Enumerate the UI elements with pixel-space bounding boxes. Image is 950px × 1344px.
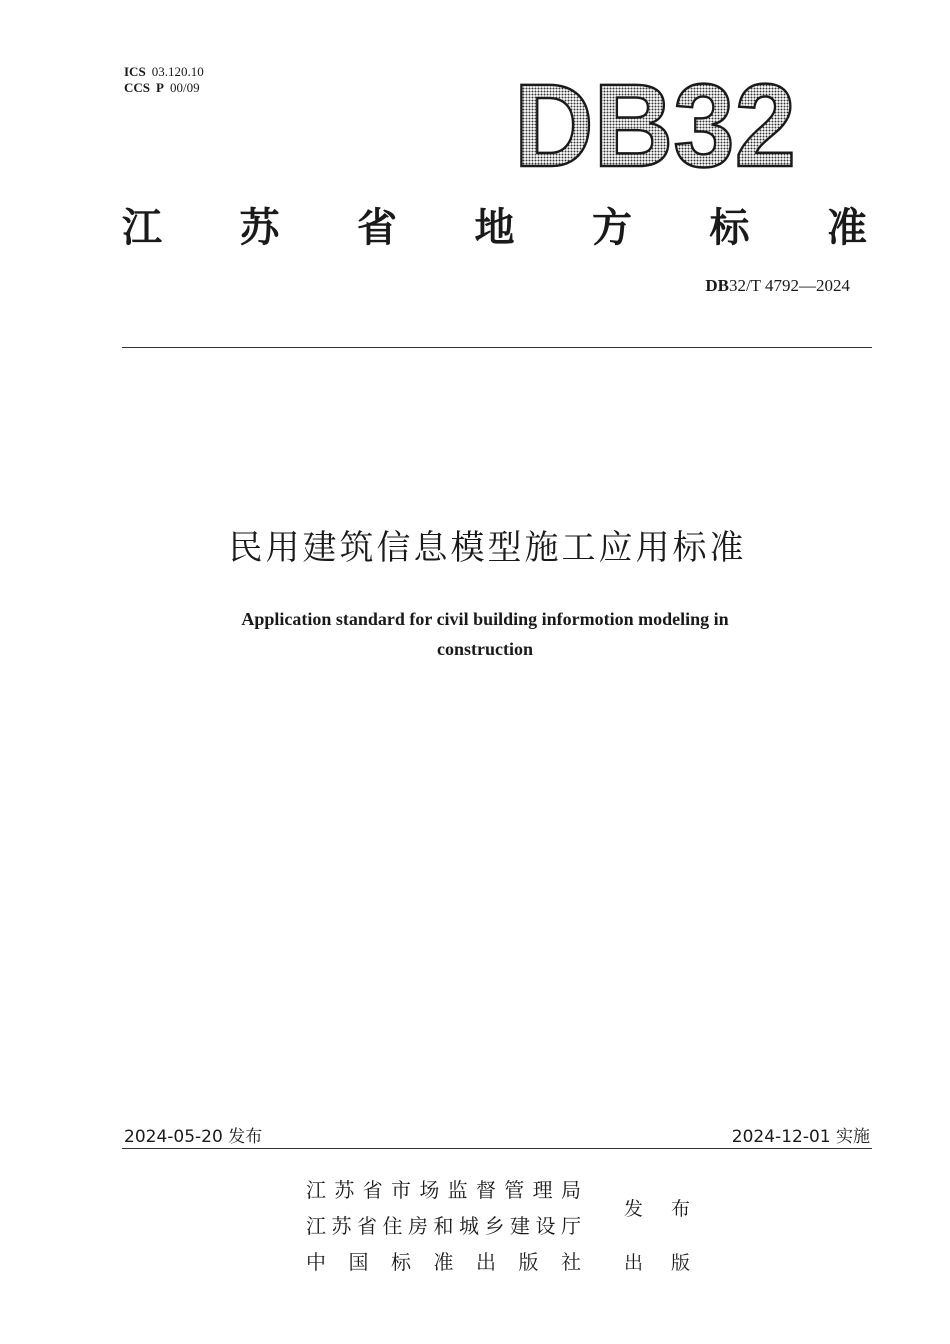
document-title-chinese: 民用建筑信息模型施工应用标准 [228, 528, 747, 568]
glyph: 理 [532, 1178, 553, 1202]
glyph: 版 [670, 1252, 690, 1274]
glyph: 市 [390, 1178, 411, 1202]
glyph: 和 [433, 1214, 454, 1238]
publisher-standards-press [306, 1246, 581, 1276]
implement-date: 2024-12-01 实施 [731, 1127, 870, 1147]
db32-logo [510, 66, 800, 172]
glyph: 出 [476, 1250, 496, 1274]
province-title [122, 196, 867, 252]
standard-number: DB32/T 4792—2024 [705, 276, 850, 295]
glyph: 督 [475, 1178, 496, 1202]
glyph: 出 [624, 1252, 644, 1274]
glyph: 住 [382, 1214, 403, 1238]
bottom-divider [122, 1148, 872, 1149]
document-title-english [160, 604, 810, 664]
glyph: 场 [419, 1178, 440, 1202]
glyph: 布 [670, 1198, 690, 1220]
glyph: 版 [518, 1250, 539, 1274]
glyph: 厅 [561, 1214, 581, 1238]
glyph: 江 [306, 1178, 326, 1202]
print-role [624, 1248, 690, 1275]
glyph: 中 [306, 1250, 326, 1274]
glyph: 准 [433, 1250, 454, 1274]
english-title-line-2: construction [437, 639, 533, 659]
classification-codes [124, 64, 204, 96]
glyph: 准 [827, 204, 867, 251]
glyph: 城 [459, 1214, 479, 1238]
glyph: 国 [348, 1250, 369, 1274]
glyph: 地 [474, 204, 515, 251]
glyph: 标 [391, 1250, 411, 1274]
issue-date: 2024-05-20 发布 [124, 1127, 263, 1147]
glyph: 省 [362, 1178, 383, 1202]
glyph: 省 [357, 204, 397, 251]
glyph: 建 [510, 1214, 530, 1238]
glyph: 局 [560, 1178, 581, 1202]
glyph: 江 [122, 204, 162, 251]
english-title-line-1: Application standard for civil building informotion modeling in [241, 609, 729, 629]
glyph: 苏 [334, 1178, 355, 1202]
glyph: 监 [447, 1178, 468, 1202]
logo-text: DB32 [514, 66, 796, 172]
top-divider [122, 347, 872, 348]
publisher-market-regulation [306, 1174, 581, 1204]
glyph: 房 [408, 1214, 428, 1238]
glyph: 方 [592, 204, 632, 251]
publisher-housing-construction [306, 1210, 581, 1240]
glyph: 设 [535, 1214, 556, 1238]
ics-line: ICS 03.120.10 [124, 64, 204, 79]
glyph: 发 [624, 1198, 644, 1220]
issue-role [624, 1194, 690, 1221]
glyph: 管 [504, 1178, 525, 1202]
glyph: 苏 [239, 204, 280, 251]
glyph: 苏 [331, 1214, 352, 1238]
glyph: 社 [561, 1250, 581, 1274]
glyph: 乡 [484, 1214, 505, 1238]
glyph: 省 [357, 1214, 377, 1238]
ccs-line: CCS P 00/09 [124, 80, 200, 95]
glyph: 标 [709, 204, 750, 251]
glyph: 江 [306, 1214, 326, 1238]
